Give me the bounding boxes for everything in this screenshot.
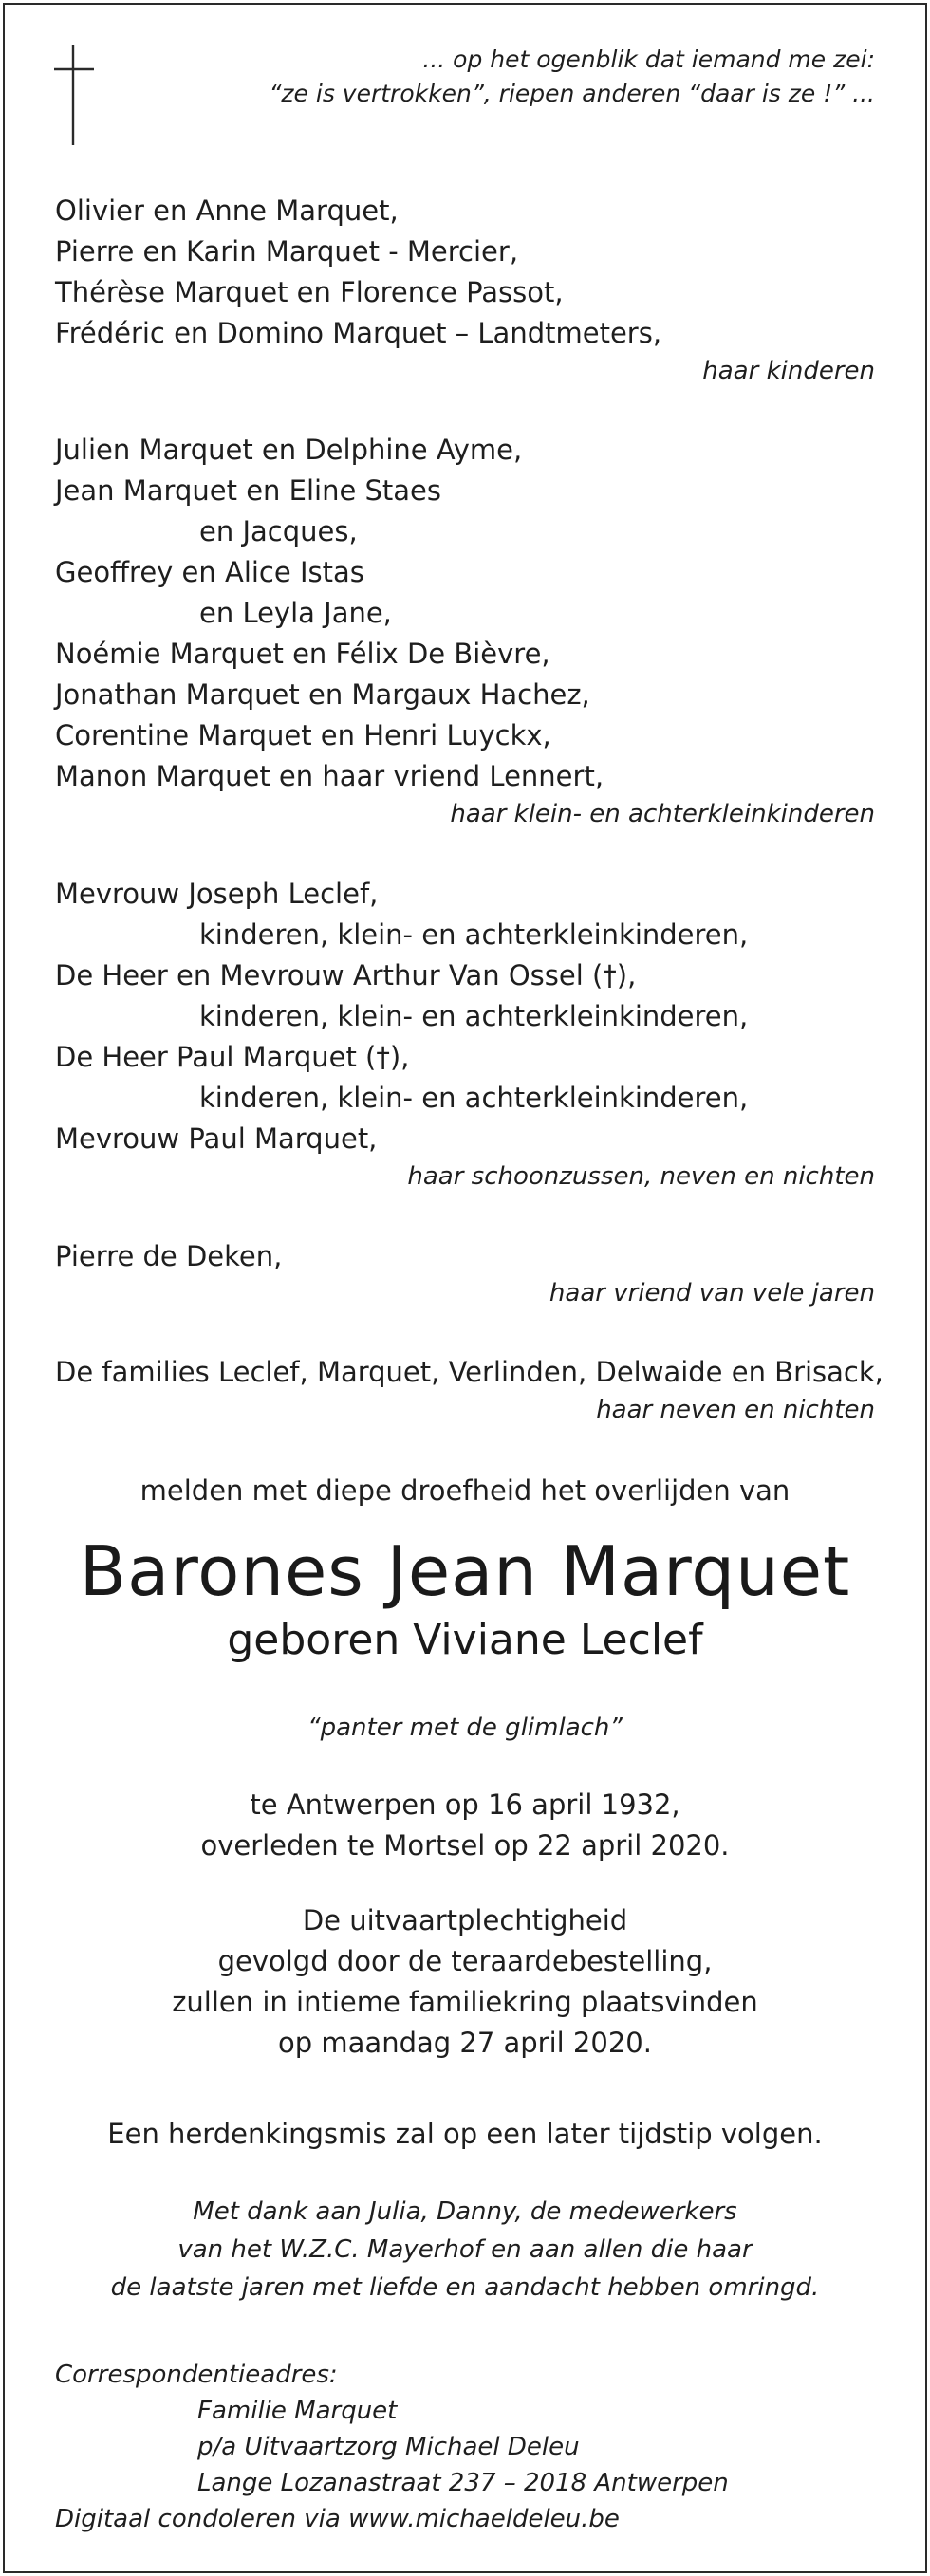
deceased-nickname: “panter met de glimlach” (307, 1714, 623, 1742)
correspondence-line: Lange Lozanastraat 237 – 2018 Antwerpen (197, 2469, 729, 2497)
in-law-line: Mevrouw Joseph Leclef, (55, 878, 379, 910)
great-grandchild-line: en Leyla Jane, (199, 597, 392, 629)
in-law-descendants-line: kinderen, klein- en achterkleinkinderen, (199, 1082, 749, 1114)
quote-line-1: ... op het ogenblik dat iemand me zei: (422, 46, 875, 73)
in-law-line: De Heer en Mevrouw Arthur Van Ossel (†), (55, 959, 637, 991)
grandchild-line: Julien Marquet en Delphine Ayme, (55, 434, 523, 466)
announcement-text: melden met diepe droefheid het overlijden van (140, 1474, 790, 1507)
in-law-descendants-line: kinderen, klein- en achterkleinkinderen, (199, 1000, 749, 1032)
death-line: overleden te Mortsel op 22 april 2020. (200, 1829, 730, 1862)
correspondence-label: Correspondentieadres: (55, 2361, 338, 2389)
correspondence-line: p/a Uitvaartzorg Michael Deleu (197, 2433, 580, 2461)
correspondence-line: Familie Marquet (197, 2397, 398, 2425)
memorial-line: Een herdenkingsmis zal op een later tijdstip volgen. (107, 2118, 823, 2150)
families-role: haar neven en nichten (596, 1396, 875, 1424)
grandchild-line: Corentine Marquet en Henri Luyckx, (55, 719, 551, 751)
thanks-line: de laatste jaren met liefde en aandacht hebben omringd. (110, 2273, 820, 2302)
thanks-line: Met dank aan Julia, Danny, de medewerkers (193, 2197, 737, 2226)
friend-name: Pierre de Deken, (55, 1240, 283, 1272)
thanks-line: van het W.Z.C. Mayerhof en aan allen die haar (177, 2235, 753, 2264)
child-name: Thérèse Marquet en Florence Passot, (55, 276, 564, 308)
deceased-name: Barones Jean Marquet (79, 1531, 851, 1611)
grandchild-line: Jean Marquet en Eline Staes (55, 474, 442, 507)
in-laws-role: haar schoonzussen, neven en nichten (407, 1162, 875, 1191)
birth-line: te Antwerpen op 16 april 1932, (250, 1788, 680, 1821)
ceremony-line: zullen in intieme familiekring plaatsvinden (172, 1986, 758, 2018)
child-name: Olivier en Anne Marquet, (55, 195, 399, 227)
grandchildren-role: haar klein- en achterkleinkinderen (450, 800, 875, 828)
in-law-line: De Heer Paul Marquet (†), (55, 1041, 410, 1073)
in-law-descendants-line: kinderen, klein- en achterkleinkinderen, (199, 918, 749, 951)
children-role: haar kinderen (702, 357, 875, 385)
child-name: Frédéric en Domino Marquet – Landtmeters, (55, 317, 662, 349)
deceased-maiden-name: geboren Viviane Leclef (227, 1616, 703, 1664)
ceremony-line: op maandag 27 april 2020. (278, 2027, 652, 2059)
online-condolence-line: Digitaal condoleren via www.michaeldeleu.be (55, 2505, 620, 2533)
great-grandchild-line: en Jacques, (199, 515, 358, 547)
friend-role: haar vriend van vele jaren (549, 1279, 875, 1307)
ceremony-line: gevolgd door de teraardebestelling, (217, 1945, 713, 1977)
grandchild-line: Manon Marquet en haar vriend Lennert, (55, 760, 604, 792)
child-name: Pierre en Karin Marquet - Mercier, (55, 235, 519, 268)
ceremony-line: De uitvaartplechtigheid (302, 1904, 628, 1937)
families-names: De families Leclef, Marquet, Verlinden, Delwaide en Brisack, (55, 1356, 884, 1388)
in-law-line: Mevrouw Paul Marquet, (55, 1122, 378, 1155)
grandchild-line: Jonathan Marquet en Margaux Hachez, (55, 678, 590, 711)
grandchild-line: Geoffrey en Alice Istas (55, 556, 364, 588)
grandchild-line: Noémie Marquet en Félix De Bièvre, (55, 638, 550, 670)
cross-icon (52, 43, 100, 147)
quote-line-2: “ze is vertrokken”, riepen anderen “daar is ze !” ... (269, 80, 875, 107)
